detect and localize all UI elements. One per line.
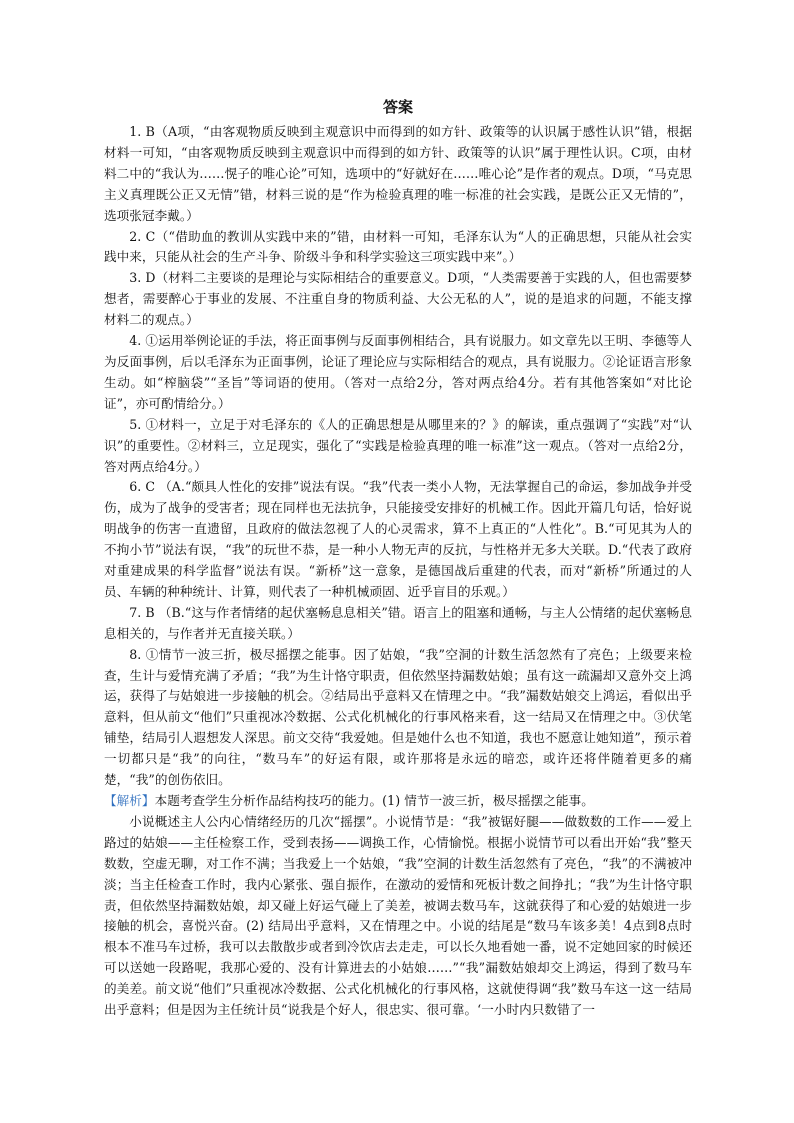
analysis-body: 小说概述主人公内心情绪经历的几次“摇摆”。小说情节是：“我”被锯好腿——做数数的工作——爱上路过的姑娘——主任检察工作，受到表扬——调换工作，心情愉悦。根据小说情节可以看出开始“我”整天数数，空虚无聊，对工作不满；当我爱上一个姑娘，“我”空洞的计数生活忽然有了亮色，“我”的不满被冲淡；当主任检查工作时，我内心紧张、强自振作，在激动的爱情和死板计数之间挣扎；“我”为生计恪守职责，但依然坚持漏数姑娘，却又碰上好运气碰上了美差，被调去数马车，这就获得了和心爱的姑娘进一步接触的机会，喜悦兴奋。(2) 结局出乎意料，又在情理之中。小说的结尾是“数马车该多美！4点到8点时根本不准马车过桥，我可以去散散步或者到冷饮店去走走，可以长久地看她一番，说不定她回家的时候还可以送她一段路呢，我那心爱的、没有计算进去的小姑娘……”“我”漏数姑娘却交上鸿运，得到了数马车的美差。前文说“他们”只重视冰冷数据、公式化机械化的行事风格，这就使得调“我”数马车这一这一结局出乎意料；但是因为主任统计员“说我是个好人，很忠实、很可靠。‘一小时内只数错了一 (104, 813, 692, 1018)
answer-7: 7. B （B.“这与作者情绪的起伏塞畅息息相关”错。语言上的阻塞和通畅，与主人公情绪的起伏塞畅息息相关的，与作者并无直接关联。） (104, 604, 692, 641)
answer-2: 2. C（“借助血的教训从实践中来的”错，由材料一可知，毛泽东认为“人的正确思想，只能从社会实践中来，只能从社会的生产斗争、阶级斗争和科学实验这三项实践中来”。） (104, 228, 692, 265)
answer-8: 8. ①情节一波三折，极尽摇摆之能事。因了姑娘，“我”空洞的计数生活忽然有了亮色；上级要来检查，生计与爱情充满了矛盾；“我”为生计恪守职责，但依然坚持漏数姑娘；虽有这一疏漏却又意外交上鸿运，获得了与姑娘进一步接触的机会。②结局出乎意料又在情理之中。“我”漏数姑娘交上鸿运，看似出乎意料，但从前文“他们”只重视冰冷数据、公式化机械化的行事风格来看，这一结局又在情理之中。③伏笔铺垫，结局引人遐想发人深思。前文交待“我爱她。但是她什么也不知道，我也不愿意让她知道”，预示着一切都只是“我”的向往，“数马车”的好运有限，或许那将是永远的暗恋，或许还将伴随着更多的痛楚，“我”的创伤依旧。 (104, 646, 692, 788)
answer-5: 5. ①材料一，立足于对毛泽东的《人的正确思想是从哪里来的？》的解读，重点强调了“实践”对“认识”的重要性。②材料三，立足现实，强化了“实践是检验真理的唯一标准”这一观点。（答对一点给2分，答对两点给4分。） (104, 416, 692, 474)
answer-page (104, 98, 692, 1021)
page-title: 答案 (382, 98, 413, 116)
answer-1: 1. B（A项，“由客观物质反映到主观意识中而得到的如方针、政策等的认识属于感性认识”错，根据材料一可知，“由客观物质反映到主观意识中而得到的如方针、政策等的认识”属于理性认识。C项，由材料二中的“我认为……愰子的唯心论”可知，选项中的“好就好在……唯心论”是作者的观点。D项，“马克思主义真理既公正又无情”错，材料三说的是“作为检验真理的唯一标准的社会实践，是既公正又无情的”，选项张冠李戴。） (104, 124, 692, 223)
answer-6: 6. C （A.“颇具人性化的安排”说法有误。“我”代表一类小人物，无法掌握自己的命运，参加战争并受伤，成为了战争的受害者；现在同样也无法抗争，只能接受安排好的机械工作。因此开篇几句话，恰好说明战争的伤害一直遗留，且政府的做法忽视了人的心灵需求，算不上真正的“人性化”。B.“可见其为人的不拘小节”说法有误，“我”的玩世不恭，是一种小人物无声的反抗，与性格并无多大关联。D.“代表了政府对重建成果的科学监督”说法有误。“新桥”这一意象，是德国战后重建的代表，而对“新桥”所通过的人员、车辆的种种统计、计算，则代表了一种机械顽固、近乎盲目的乐观。） (104, 479, 692, 599)
analysis-intro-text: 本题考查学生分析作品结构技巧的能力。(1) 情节一波三折，极尽摇摆之能事。 (154, 793, 594, 808)
answer-4: 4. ①运用举例论证的手法，将正面事例与反面事例相结合，具有说服力。如文章先以王明、李德等人为反面事例，后以毛泽东为正面事例，论证了理论应与实际相结合的观点，具有说服力。②论证语言形象生动。如“榨脑袋”“圣旨”等词语的使用。（答对一点给2分，答对两点给4分。若有其他答案如“对比论证”，亦可酌情给分。） (104, 333, 692, 411)
analysis-tag: 【解析】 (104, 793, 155, 808)
analysis-intro (104, 791, 692, 812)
answer-3: 3. D（材料二主要谈的是理论与实际相结合的重要意义。D项，“人类需要善于实践的人，但也需要梦想者，需要醉心于事业的发展、不注重自身的物质利益、大公无私的人”，说的是追求的问题，不能支撑材料二的观点。） (104, 270, 692, 328)
